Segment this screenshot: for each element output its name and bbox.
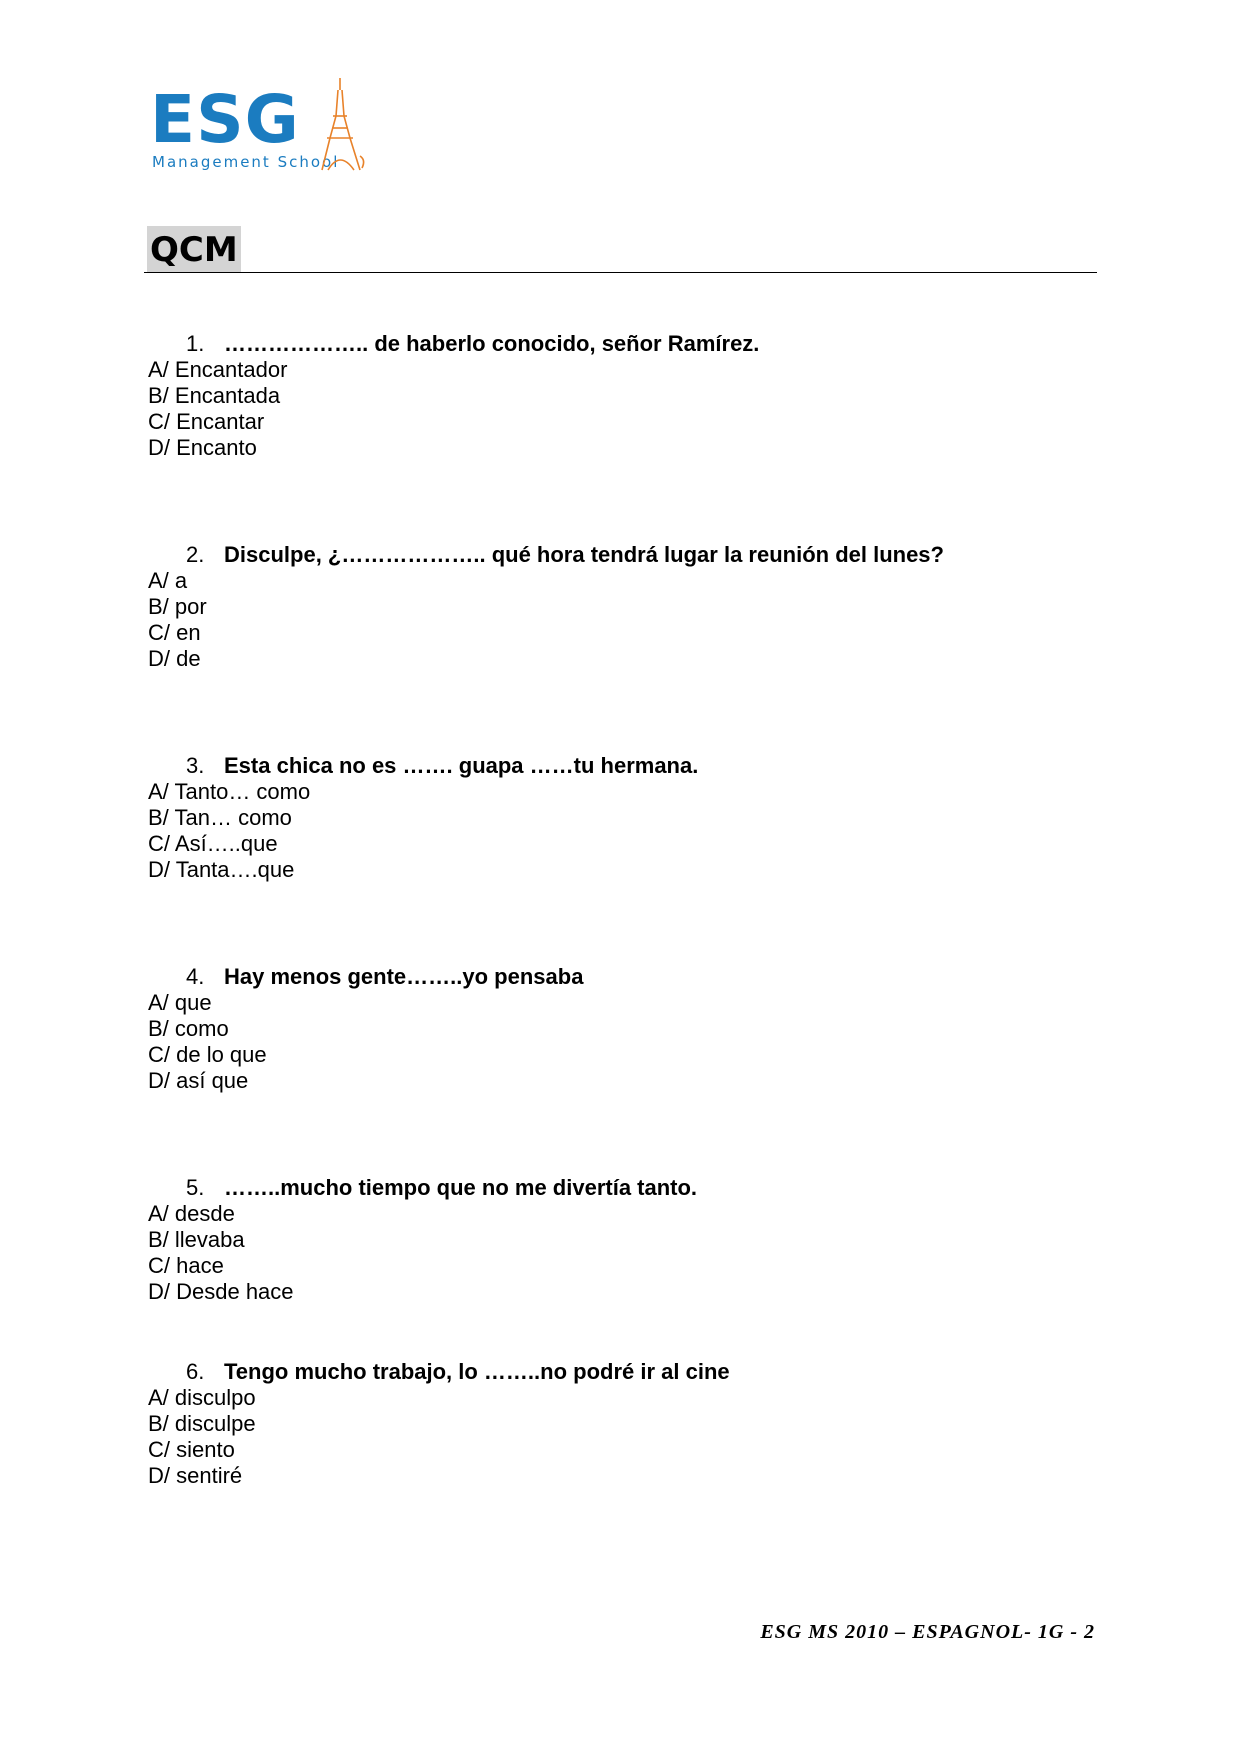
question-block [148,542,1098,672]
question-block [148,964,1098,1094]
question-number: 3. [186,753,205,778]
answer-option: A/ a [148,568,188,593]
answer-option: D/ así que [148,1068,249,1093]
question-text: Disculpe, ¿……………….. qué hora tendrá lugar la reunión del lunes? [224,542,944,567]
answer-option: C/ siento [148,1437,235,1462]
answer-option: A/ Tanto… como [148,779,311,804]
question-block [148,1359,1098,1489]
question-number: 6. [186,1359,205,1384]
question-block [148,331,1098,461]
eiffel-tower-icon [310,76,370,172]
answer-option: A/ disculpo [148,1385,256,1410]
question-block [148,753,1098,883]
question-block [148,1175,1098,1305]
answer-option: A/ Encantador [148,357,288,382]
logo-text: ESG [150,81,300,158]
answer-option: C/ hace [148,1253,224,1278]
answer-option: D/ Tanta….que [148,857,295,882]
answer-option: C/ Así…..que [148,831,278,856]
answer-option: B/ Encantada [148,383,281,408]
answer-option: B/ disculpe [148,1411,256,1436]
answer-option: D/ Encanto [148,435,257,460]
answer-option: C/ Encantar [148,409,265,434]
answer-option: A/ que [148,990,212,1015]
question-number: 4. [186,964,205,989]
question-text: Esta chica no es ……. guapa ……tu hermana. [224,753,699,778]
title-divider [144,272,1097,273]
page-footer: ESG MS 2010 – ESPAGNOL- 1G - 2 [760,1621,1095,1643]
question-text: ……..mucho tiempo que no me divertía tanto. [224,1175,698,1200]
answer-option: B/ Tan… como [148,805,292,830]
answer-option: B/ como [148,1016,229,1041]
answer-option: C/ de lo que [148,1042,267,1067]
answer-option: C/ en [148,620,201,645]
page-title: QCM [147,226,241,272]
question-text: ……………….. de haberlo conocido, señor Ramírez. [224,331,760,356]
question-number: 1. [186,331,205,356]
question-text: Tengo mucho trabajo, lo ……..no podré ir al cine [224,1359,730,1384]
answer-option: B/ llevaba [148,1227,245,1252]
question-number: 2. [186,542,205,567]
answer-option: D/ Desde hace [148,1279,294,1304]
answer-option: B/ por [148,594,207,619]
logo [150,76,370,176]
answer-option: A/ desde [148,1201,235,1226]
answer-option: D/ sentiré [148,1463,243,1488]
answer-option: D/ de [148,646,201,671]
question-text: Hay menos gente……..yo pensaba [224,964,584,989]
logo-subtitle: Management School [152,153,340,171]
question-number: 5. [186,1175,205,1200]
